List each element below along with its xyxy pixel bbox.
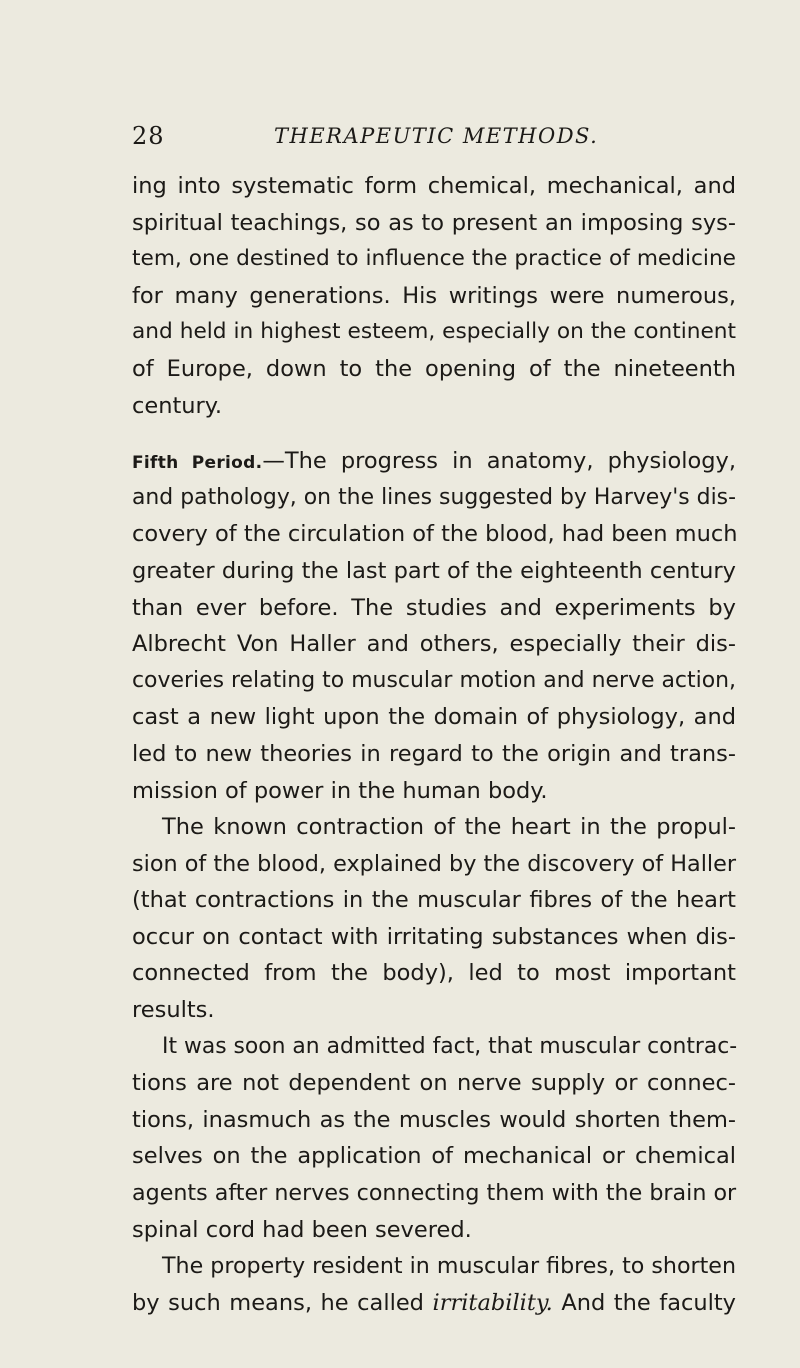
text-line: results. [132,997,215,1024]
text-span: by such means, he called [132,1289,433,1316]
paragraph [132,1029,736,1249]
running-title: THERAPEUTIC METHODS. [274,124,599,148]
text-line: agents after nerves connecting them with the brain or [132,1180,737,1207]
text-line [132,1285,736,1322]
text-line: spinal cord had been severed. [132,1216,472,1243]
text-line: cast a new light upon the domain of physiology, and [132,704,736,731]
text-line: The property resident in muscular fibres, to shorten [162,1253,736,1280]
paragraph [132,809,736,1029]
text-line: selves on the application of mechanical or chemical [132,1143,736,1170]
text-span: And the faculty [552,1289,736,1316]
text-line: greater during the last part of the eighteenth century [132,557,736,584]
text-line: of Europe, down to the opening of the nineteenth [132,355,736,382]
paragraph [132,1248,736,1321]
text-line: The known contraction of the heart in the propul- [162,814,736,841]
page-number: 28 [132,122,165,150]
text-line: coveries relating to muscular motion and nerve action, [132,667,736,693]
text-line: covery of the circulation of the blood, had been much [132,521,738,548]
text-line: led to new theories in regard to the origin and trans- [132,740,736,767]
paragraph [132,168,736,424]
text-line: and pathology, on the lines suggested by Harvey's dis- [132,484,736,510]
text-line: and held in highest esteem, especially on the continent [132,319,736,345]
text-line: tions, inasmuch as the muscles would shorten them- [132,1106,736,1133]
text-line: spiritual teachings, so as to present an imposing sys- [132,209,736,236]
paragraph [132,443,736,809]
text-line: than ever before. The studies and experiments by [132,594,736,621]
section-label: Fifth Period. [132,453,263,474]
page-header [132,122,732,152]
italic-term: irritability. [432,1289,553,1316]
text-line: occur on contact with irritating substances when dis- [132,923,736,950]
text-span: —The progress in anatomy, physiology, [262,448,736,475]
text-line: sion of the blood, explained by the discovery of Haller [132,850,736,877]
body-text [132,168,736,1321]
text-line: Albrecht Von Haller and others, especially their dis- [132,631,736,658]
text-line: connected from the body), led to most important [132,960,736,987]
text-line: tem, one destined to influence the practice of medicine [132,246,736,272]
text-line: mission of power in the human body. [132,777,548,804]
text-line [132,443,736,480]
text-line: for many generations. His writings were numerous, [132,282,736,309]
text-line: It was soon an admitted fact, that muscular contrac- [162,1033,738,1059]
text-line: (that contractions in the muscular fibres of the heart [132,887,736,914]
text-line: ing into systematic form chemical, mechanical, and [132,173,736,199]
text-line: tions are not dependent on nerve supply or connec- [132,1070,736,1097]
text-line: century. [132,392,223,419]
